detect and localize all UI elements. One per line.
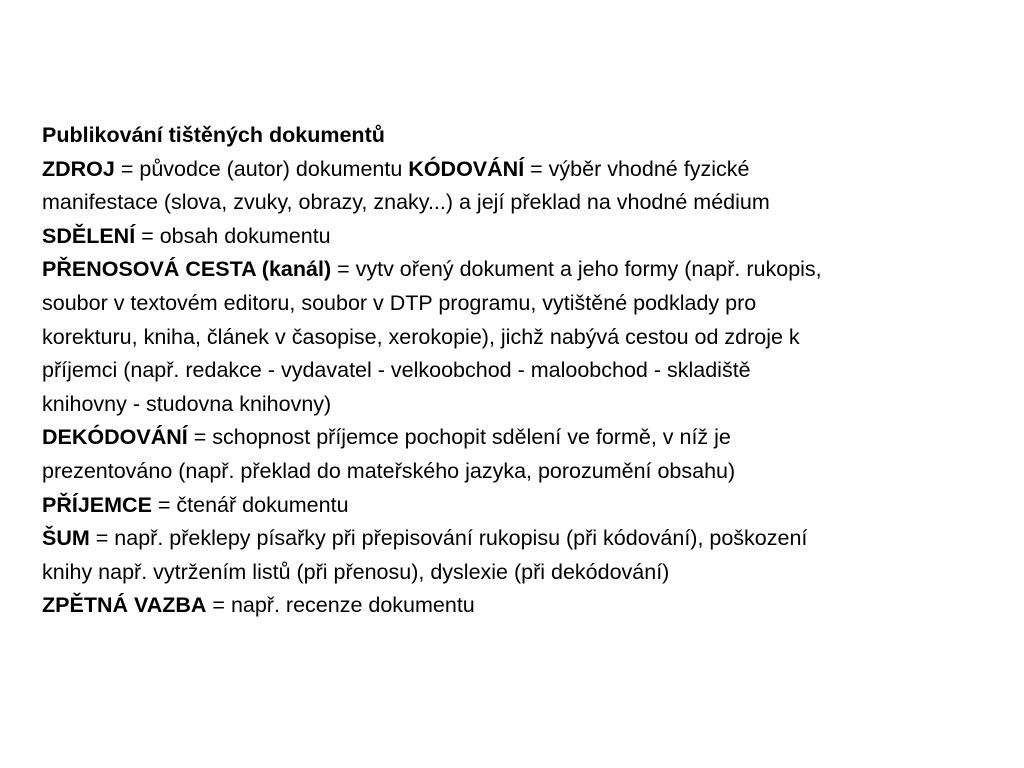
definition-sum — [42, 522, 992, 556]
definition-sum-line2: knihy např. vytržením listů (při přenosu), dyslexie (při dekódování) — [42, 559, 670, 584]
term-prijemce: PŘÍJEMCE — [42, 492, 152, 517]
definition-zpetna-vazba-text: = např. recenze dokumentu — [206, 593, 475, 618]
definition-zdroj — [42, 153, 992, 187]
definition-prijemce-text: = čtenář dokumentu — [151, 492, 349, 517]
slide-text-block — [42, 119, 992, 623]
definition-sdeleni-text: = obsah dokumentu — [135, 223, 331, 248]
definition-prenosova-cesta-line2: soubor v textovém editoru, soubor v DTP programu, vytištěné podklady pro — [42, 290, 757, 315]
term-kodovani: KÓDOVÁNÍ — [408, 156, 525, 181]
term-sdeleni: SDĚLENÍ — [42, 223, 136, 248]
definition-prenosova-cesta-line3: korekturu, kniha, článek v časopise, xerokopie), jichž nabývá cestou od zdroje k — [42, 324, 800, 349]
definition-zdroj-text: = původce (autor) dokumentu — [114, 156, 409, 181]
definition-prenosova-cesta — [42, 253, 992, 287]
definition-dekodovani-line1: = schopnost příjemce pochopit sdělení ve formě, v níž je — [187, 425, 731, 450]
definition-sdeleni — [42, 220, 992, 254]
definition-sum-line1: = např. překlepy písařky při přepisování rukopisu (při kódování), poškození — [89, 526, 808, 551]
definition-zpetna-vazba — [42, 589, 992, 623]
definition-kodovani-line2: manifestace (slova, zvuky, obrazy, znaky...) a její překlad na vhodné médium — [42, 190, 770, 215]
definition-prenosova-cesta-line1: = vytv ořený dokument a jeho formy (např. rukopis, — [331, 257, 822, 282]
term-zdroj: ZDROJ — [42, 156, 115, 181]
definition-dekodovani-line2: prezentováno (např. překlad do mateřského jazyka, porozumění obsahu) — [42, 458, 736, 483]
term-zpetna-vazba: ZPĚTNÁ VAZBA — [42, 593, 207, 618]
definition-prenosova-cesta-line4: příjemci (např. redakce - vydavatel - velkoobchod - maloobchod - skladiště — [42, 358, 751, 383]
term-prenosova-cesta: PŘENOSOVÁ CESTA (kanál) — [42, 257, 332, 282]
definition-kodovani-line1: = výběr vhodné fyzické — [524, 156, 750, 181]
term-sum: ŠUM — [42, 526, 90, 551]
definition-prenosova-cesta-line5: knihovny - studovna knihovny) — [42, 391, 332, 416]
definition-prijemce — [42, 489, 992, 523]
term-dekodovani: DEKÓDOVÁNÍ — [42, 425, 188, 450]
slide-title: Publikování tištěných dokumentů — [42, 123, 385, 147]
definition-dekodovani — [42, 421, 992, 455]
